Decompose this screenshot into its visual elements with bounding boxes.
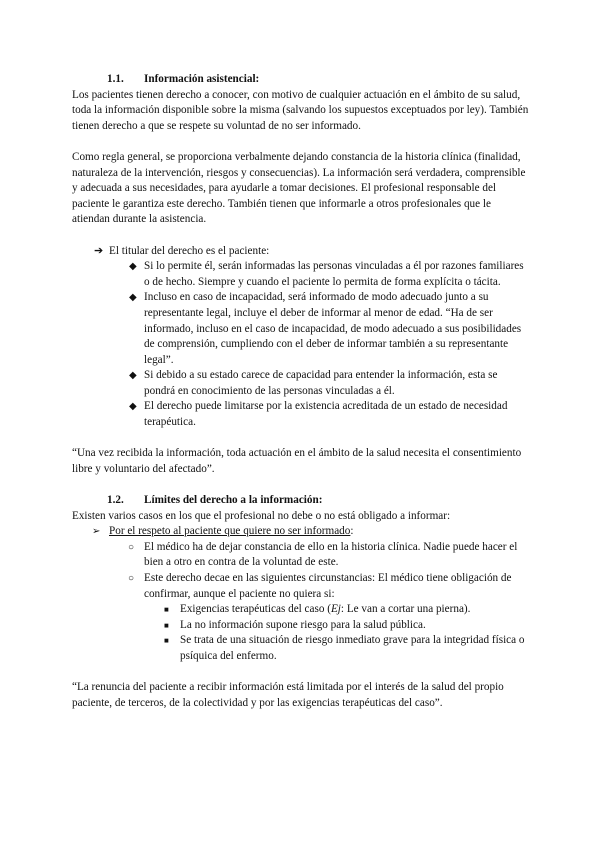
section-title: Información asistencial:: [144, 73, 260, 85]
list-item-text: Incluso en caso de incapacidad, será informado de modo adecuado junto a su representante legal, incluye el deber de informar al menor de edad. “Ha de ser informado, incluso en el caso de incapacidad, de modo adecuado a sus posibilidades de comprensión, cumpliendo con el deber de informar también a su representante legal”.: [144, 291, 522, 366]
square-bullet-icon: ■: [164, 620, 169, 630]
section-heading-1-2: [72, 493, 530, 509]
square-bullet-icon: ■: [164, 605, 169, 615]
section-title: Límites del derecho a la información:: [144, 494, 323, 507]
quote-paragraph: “Una vez recibida la información, toda actuación en el ámbito de la salud necesita el consentimiento libre y voluntario del afectado”.: [72, 447, 522, 475]
list-item-text: Este derecho decae en las siguientes circunstancias: El médico tiene obligación de confirmar, aunque el paciente no quiera si:: [144, 572, 512, 600]
paragraph: Como regla general, se proporciona verbalmente dejando constancia de la historia clínica (finalidad, naturaleza de la intervención, riesgos y consecuencias). La información será verdadera, comprensible y adecuada a sus necesidades, para ayudarle a tomar decisiones. El profesional responsable del paciente le garantiza este derecho. También tienen que informarle a otros profesionales que le atiendan durante la asistencia.: [72, 150, 526, 226]
holder-list: [72, 244, 530, 431]
square-bullet-icon: ■: [164, 636, 169, 646]
list-item-text: Por el respeto al paciente que quiere no ser informado: [109, 525, 351, 538]
list-item: [72, 290, 530, 368]
list-item: [72, 368, 530, 399]
list-item: [72, 540, 530, 571]
list-item: [72, 524, 530, 540]
list-item-text: El derecho puede limitarse por la existencia acreditada de un estado de necesidad terapéutica.: [144, 400, 508, 429]
list-item-text: El médico ha de dejar constancia de ello en la historia clínica. Nadie puede hacer el bien a otro en contra de la voluntad de este.: [144, 540, 518, 569]
list-item: [72, 571, 530, 602]
list-item: [72, 602, 530, 618]
diamond-bullet-icon: ◆: [129, 401, 137, 413]
list-item: [72, 633, 530, 664]
list-item-text: La no información supone riesgo para la salud pública.: [180, 618, 426, 631]
limits-list: [72, 524, 530, 664]
circle-bullet-icon: ○: [128, 541, 135, 553]
quote-paragraph: “La renuncia del paciente a recibir información está limitada por el interés de la salud del propio paciente, de terceros, de la colectividad y por las exigencias terapéuticas del caso”.: [72, 681, 504, 709]
list-item-text: Se trata de una situación de riesgo inmediato grave para la integridad física o psíquica del enfermo.: [180, 634, 525, 662]
list-item: [72, 399, 530, 430]
section-number: 1.2.: [107, 494, 124, 507]
list-item-suffix: :: [350, 525, 354, 538]
triangle-arrow-icon: ➢: [92, 526, 101, 538]
list-item-text: Si debido a su estado carece de capacidad para entender la información, esta se pondrá en conocimiento de las personas vinculadas a él.: [144, 369, 498, 397]
paragraph: Los pacientes tienen derecho a conocer, con motivo de cualquier actuación en el ámbito de su salud, toda la información disponible sobre la misma (salvando los supuestos exceptuados por ley). También tienen derecho a que se respete su voluntad de no ser informado.: [72, 88, 529, 132]
circle-bullet-icon: ○: [128, 573, 135, 584]
list-item: [72, 259, 530, 290]
list-item: [72, 618, 530, 634]
section-number: 1.1.: [107, 73, 124, 85]
list-item-text: El titular del derecho es el paciente:: [109, 244, 270, 257]
document-body: [72, 72, 530, 711]
list-item-text: Si lo permite él, serán informadas las personas vinculadas a él por razones familiares o de hecho. Siempre y cuando el paciente lo permita de forma explícita o tácita.: [144, 260, 524, 288]
list-item: [72, 244, 530, 260]
list-item-text: Exigencias terapéuticas del caso (Ej: Le van a cortar una pierna).: [180, 603, 471, 616]
diamond-bullet-icon: ◆: [129, 292, 137, 304]
section-heading-1-1: [72, 72, 530, 88]
diamond-bullet-icon: ◆: [129, 261, 137, 273]
arrow-right-icon: ➔: [94, 244, 104, 257]
diamond-bullet-icon: ◆: [129, 370, 137, 382]
paragraph: Existen varios casos en los que el profesional no debe o no está obligado a informar:: [72, 509, 451, 522]
